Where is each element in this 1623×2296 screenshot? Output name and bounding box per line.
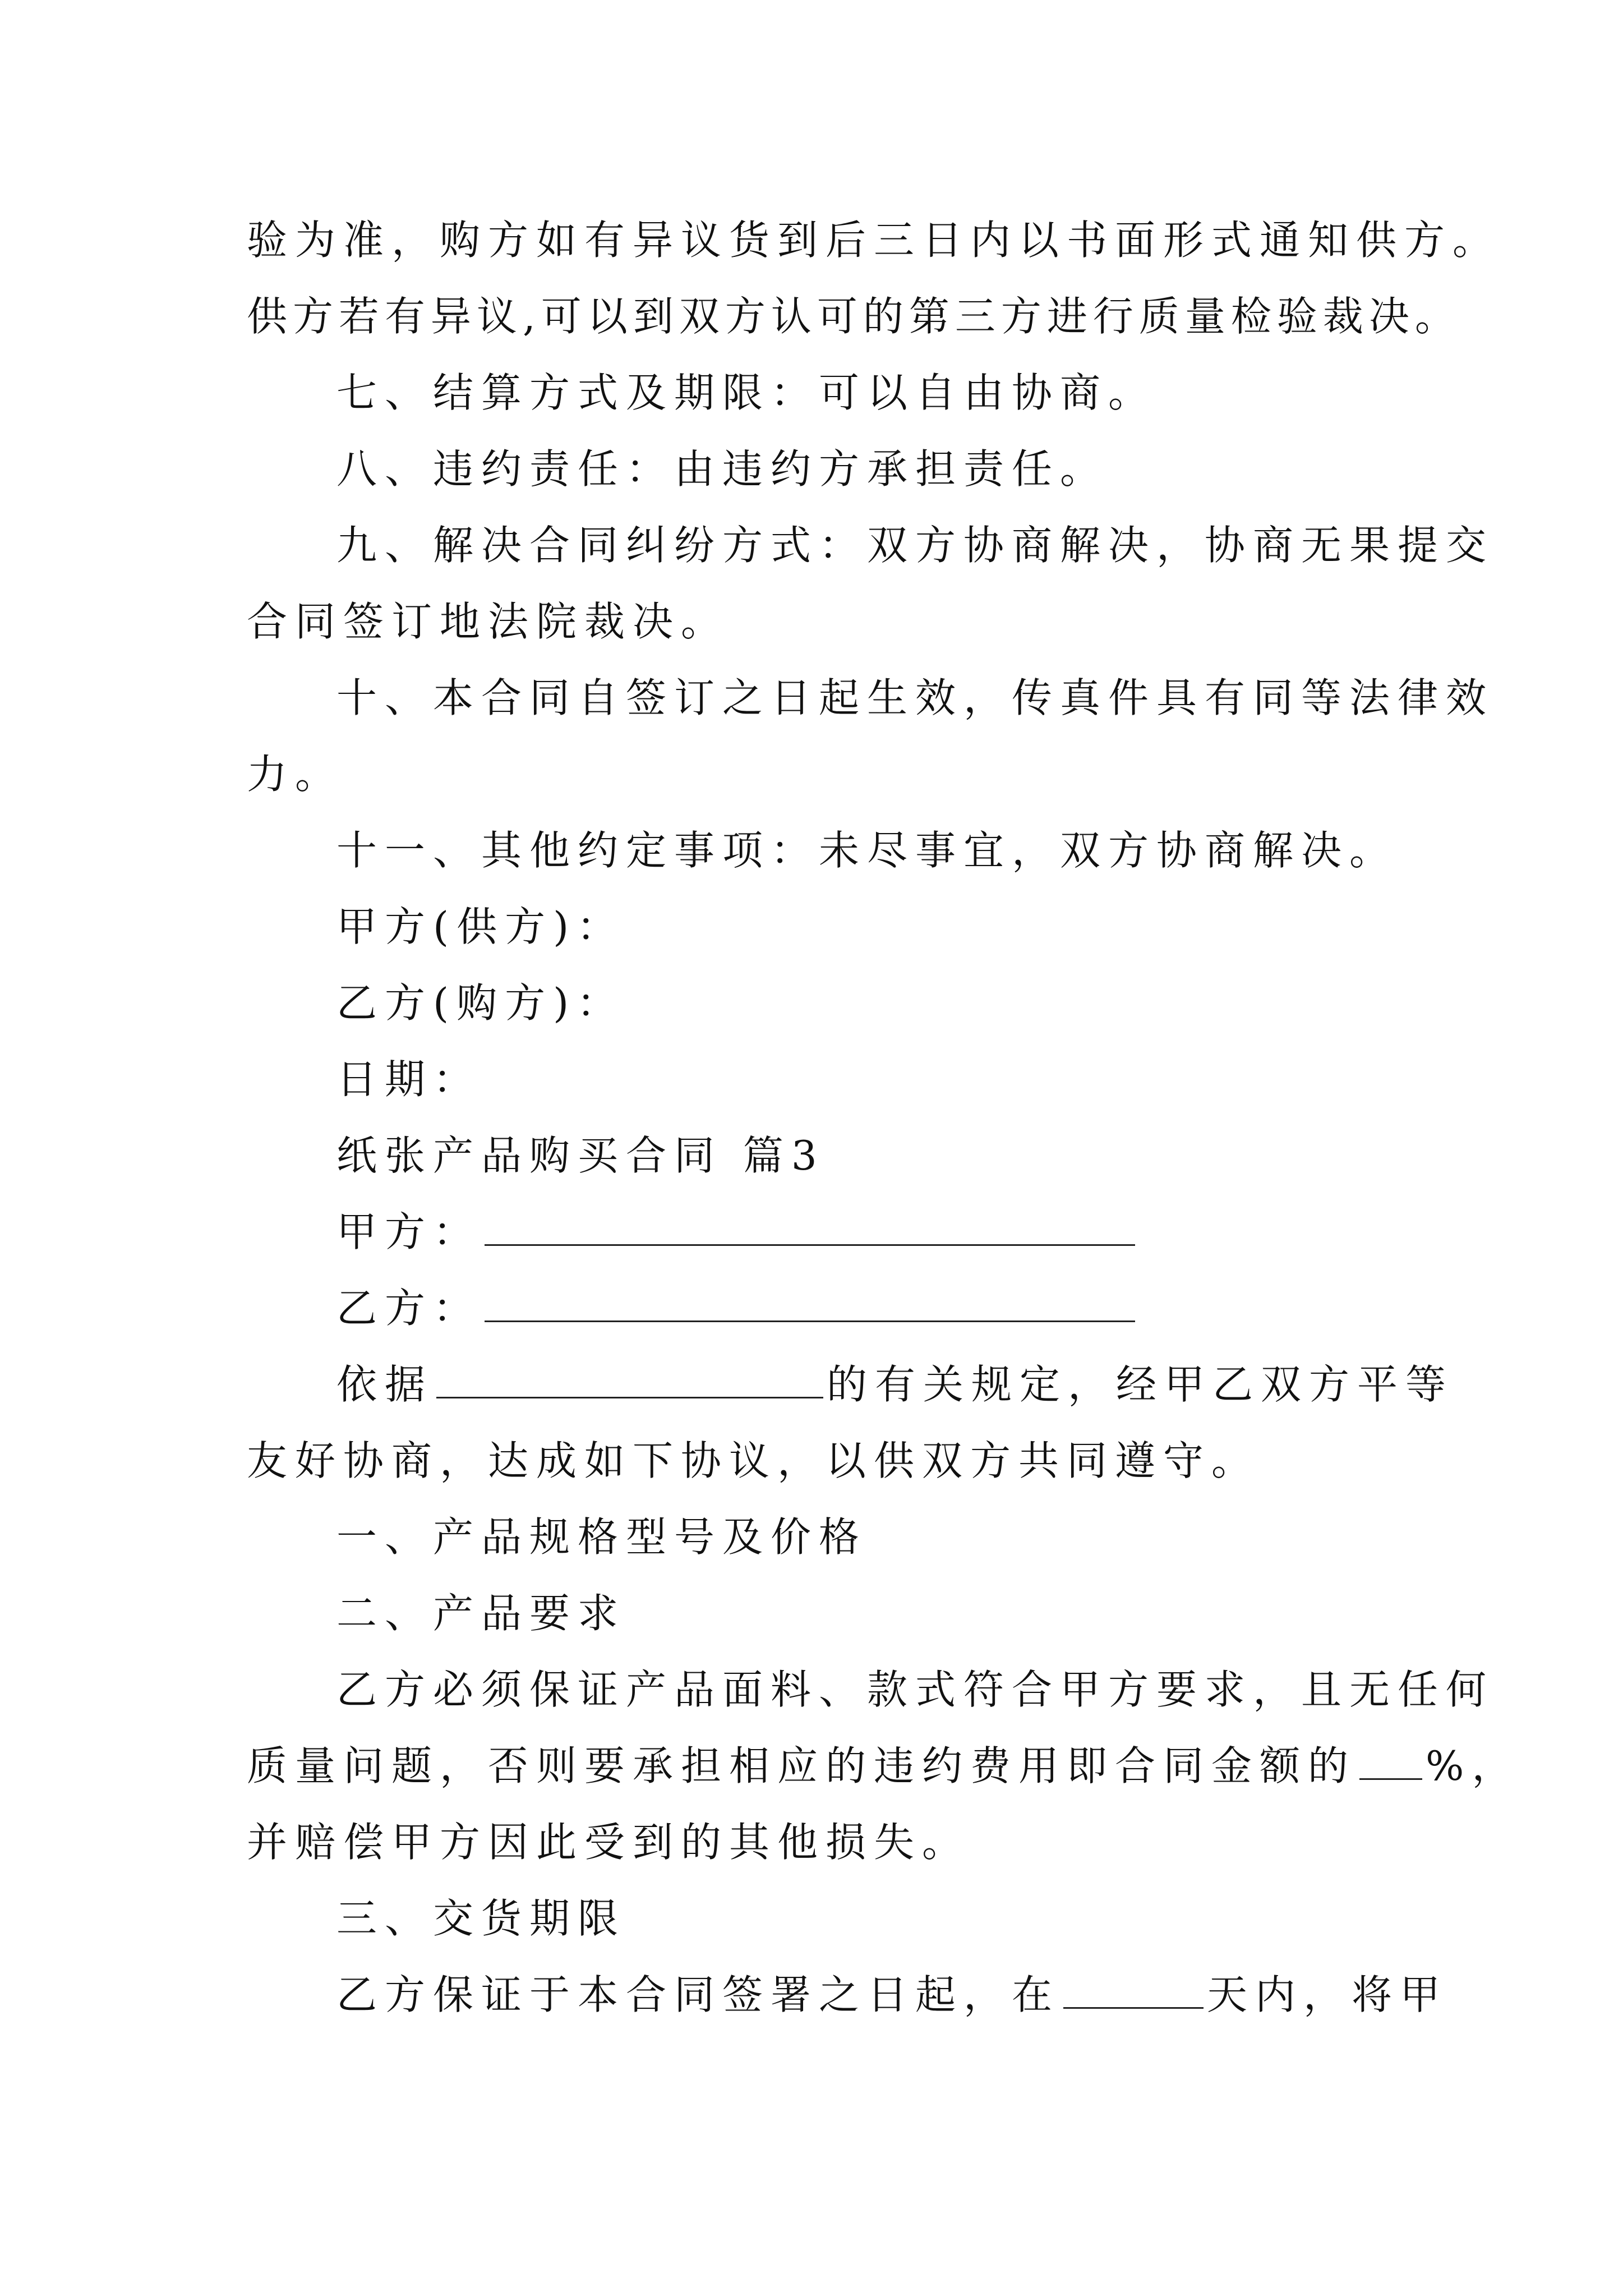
section-heading: 纸张产品购买合同 篇3 — [336, 1132, 825, 1179]
clause-heading-1: 一、产品规格型号及价格 — [336, 1513, 868, 1561]
clause-7: 七、结算方式及期限：可以自由协商。 — [336, 369, 1157, 416]
clause-heading-3: 三、交货期限 — [336, 1895, 626, 1942]
text-segment: %， — [1426, 1742, 1520, 1789]
paragraph-line: 验为准，购方如有异议货到后三日内以书面形式通知供方。 — [247, 217, 1501, 264]
paragraph-line: 并赔偿甲方因此受到的其他损失。 — [247, 1819, 971, 1866]
clause-8: 八、违约责任：由违约方承担责任。 — [336, 445, 1109, 493]
party-a-blank — [485, 1212, 1135, 1246]
party-a-label: 甲方： — [336, 1208, 482, 1255]
paragraph-line: 力。 — [247, 751, 344, 798]
party-b-signature-label: 乙方(购方)： — [336, 979, 625, 1027]
paragraph-line: 友好协商，达成如下协议，以供双方共同遵守。 — [247, 1437, 1260, 1484]
text-segment: 质量问题，否则要承担相应的违约费用即合同金额的 — [247, 1742, 1357, 1789]
delivery-line — [336, 1971, 1449, 2018]
text-segment: 依据 — [336, 1361, 434, 1408]
paragraph-line: 供方若有异议,可以到双方认可的第三方进行质量检验裁决。 — [247, 293, 1461, 340]
days-blank — [1063, 1975, 1204, 2009]
party-b-blank — [485, 1288, 1135, 1322]
basis-line — [336, 1361, 1454, 1408]
party-b-label: 乙方： — [336, 1285, 482, 1332]
paragraph-line: 合同签订地法院裁决。 — [247, 598, 730, 645]
basis-blank — [436, 1364, 823, 1398]
date-label: 日期： — [336, 1056, 482, 1103]
text-segment: 的有关规定，经甲乙双方平等 — [827, 1361, 1454, 1408]
party-a-line — [336, 1208, 1138, 1255]
clause-heading-2: 二、产品要求 — [336, 1590, 626, 1637]
text-segment: 乙方保证于本合同签署之日起，在 — [336, 1971, 1061, 2018]
party-b-line — [336, 1285, 1138, 1332]
text-segment: 天内，将甲 — [1207, 1971, 1449, 2018]
clause-9: 九、解决合同纠纷方式：双方协商解决，协商无果提交 — [336, 522, 1495, 569]
clause-11: 十一、其他约定事项：未尽事宜，双方协商解决。 — [336, 827, 1398, 874]
party-a-signature-label: 甲方(供方)： — [336, 903, 625, 950]
percent-blank — [1359, 1746, 1422, 1780]
paragraph-line: 乙方必须保证产品面料、款式符合甲方要求，且无任何 — [336, 1666, 1495, 1713]
penalty-line — [247, 1742, 1520, 1789]
clause-10: 十、本合同自签订之日起生效，传真件具有同等法律效 — [336, 674, 1495, 721]
